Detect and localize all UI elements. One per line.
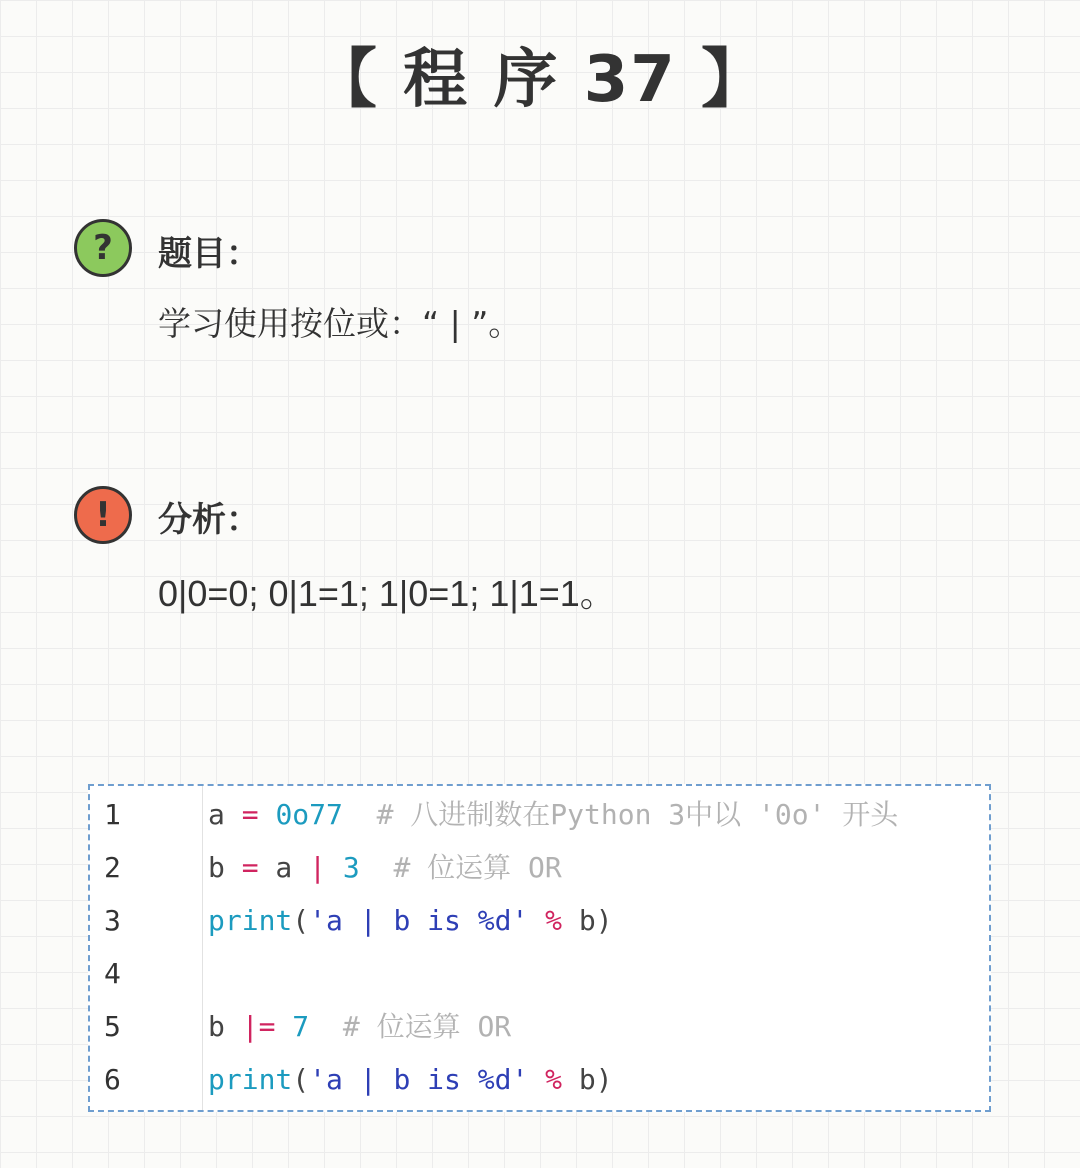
code-token: a: [258, 851, 310, 884]
analysis-heading: 分析：: [158, 500, 260, 540]
page-title: 【 程 序 37 】: [312, 43, 768, 117]
exclamation-icon: [74, 486, 132, 544]
code-line: [90, 788, 989, 841]
code-token: b: [208, 851, 242, 884]
code-text: [208, 788, 898, 841]
code-token: ): [595, 904, 613, 937]
code-text: [208, 894, 613, 947]
code-token: 7: [292, 1010, 310, 1043]
code-token: |=: [241, 1010, 276, 1043]
code-token: b: [208, 1010, 242, 1043]
code-token: (: [292, 1063, 310, 1096]
question-glyph: ?: [93, 228, 113, 268]
code-token: a: [208, 798, 242, 831]
line-number: 4: [104, 957, 121, 990]
code-token: # 位运算 OR: [309, 1010, 512, 1043]
code-text: [208, 1053, 613, 1106]
code-line: [90, 894, 989, 947]
code-token: 'a | b is %d': [309, 904, 529, 937]
analysis-text: 0|0=0; 0|1=1; 1|0=1; 1|1=1。: [158, 573, 616, 614]
question-heading: 题目：: [158, 234, 260, 274]
code-token: =: [241, 798, 259, 831]
code-token: print: [208, 904, 293, 937]
code-token: 3: [342, 851, 360, 884]
question-mark-icon: [74, 219, 132, 277]
code-token: 'a | b is %d': [309, 1063, 529, 1096]
code-token: [528, 904, 545, 937]
code-token: |: [309, 851, 327, 884]
code-line: [90, 947, 989, 1000]
code-line: [90, 1053, 989, 1106]
code-text: [208, 1000, 511, 1053]
line-number: 6: [104, 1063, 121, 1096]
code-token: print: [208, 1063, 293, 1096]
exclamation-glyph: !: [95, 495, 111, 535]
code-token: 0o77: [275, 798, 343, 831]
code-line: [90, 841, 989, 894]
code-text: [208, 841, 562, 894]
code-token: =: [241, 851, 259, 884]
code-token: [259, 798, 276, 831]
line-number: 1: [104, 798, 121, 831]
code-token: # 八进制数在Python 3中以 '0o' 开头: [342, 798, 899, 831]
question-text: 学习使用按位或：“ | ”。: [158, 304, 522, 343]
code-token: (: [292, 904, 310, 937]
code-token: %: [545, 1063, 563, 1096]
line-number: 2: [104, 851, 121, 884]
code-token: [326, 851, 343, 884]
code-block: [88, 784, 991, 1112]
line-number: 5: [104, 1010, 121, 1043]
line-number: 3: [104, 904, 121, 937]
code-token: [275, 1010, 292, 1043]
code-token: [528, 1063, 545, 1096]
code-token: ): [595, 1063, 613, 1096]
code-token: b: [562, 904, 596, 937]
code-token: # 位运算 OR: [359, 851, 562, 884]
code-token: b: [562, 1063, 596, 1096]
code-token: %: [545, 904, 563, 937]
code-line: [90, 1000, 989, 1053]
